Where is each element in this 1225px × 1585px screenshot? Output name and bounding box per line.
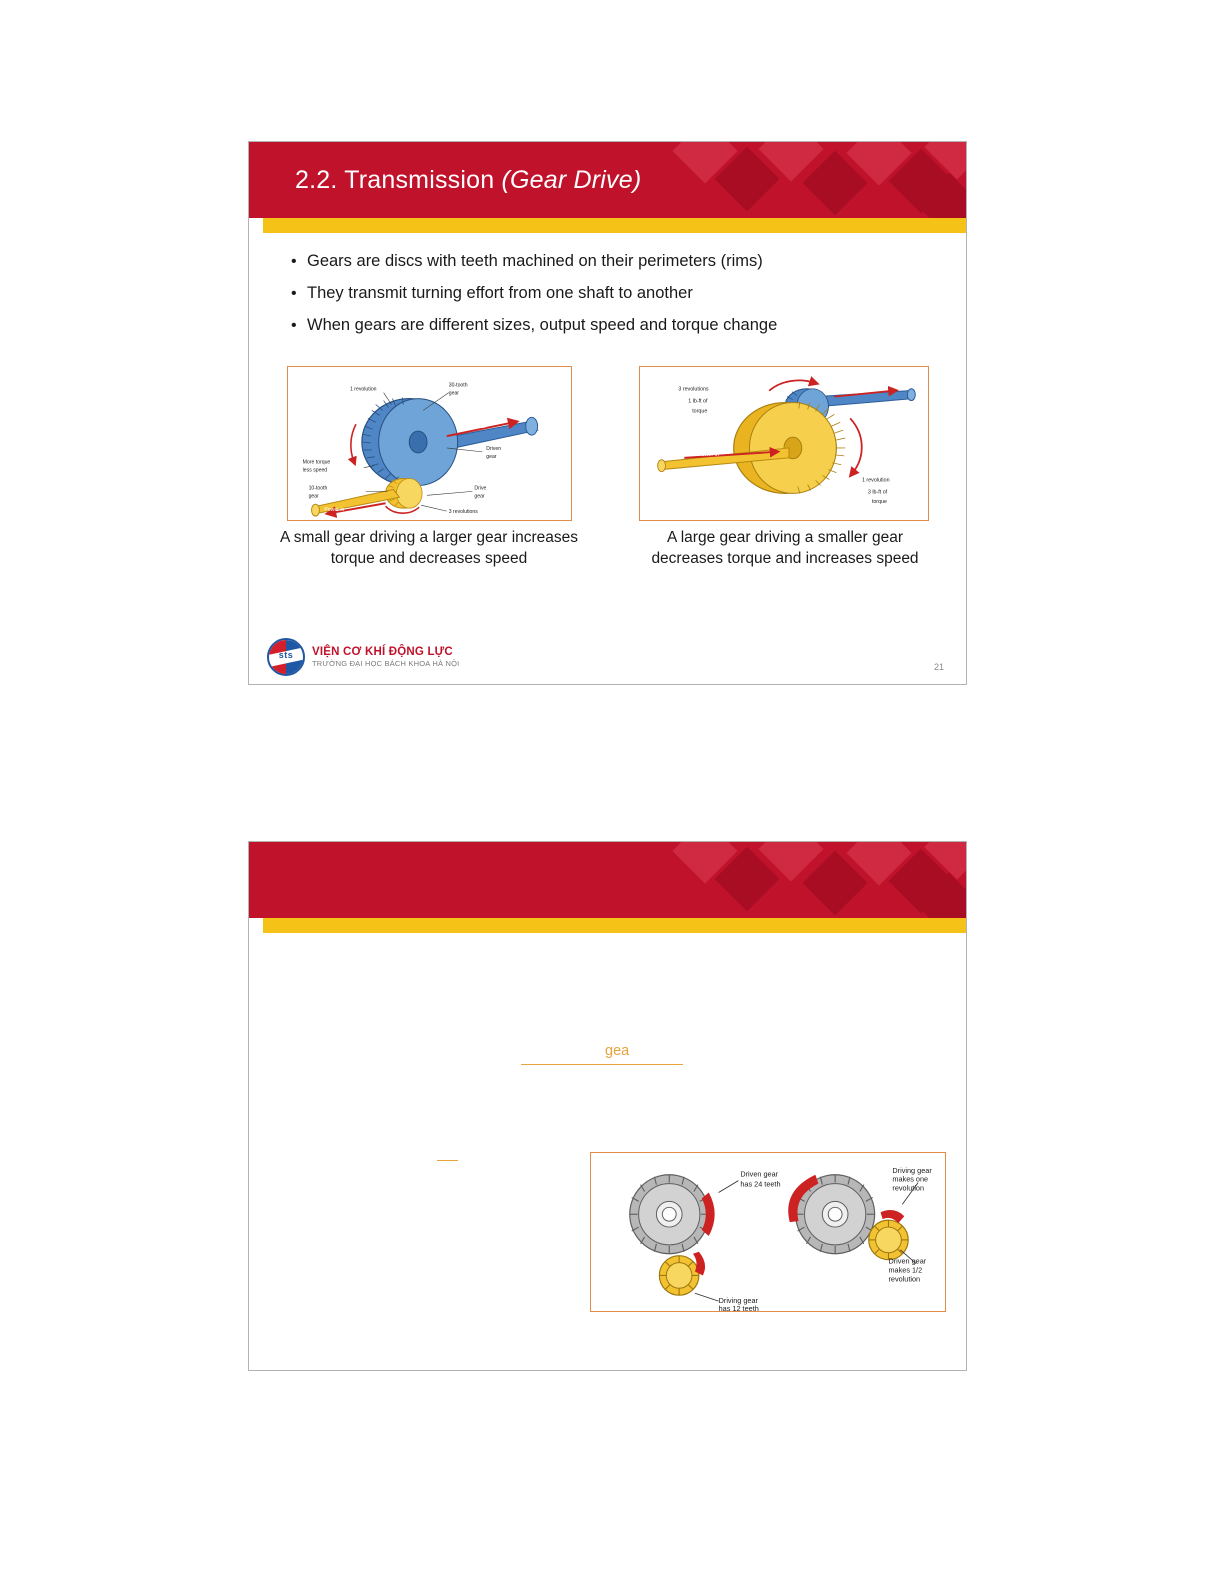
label-power-in: Power in [324, 507, 345, 514]
label-torque: torque [692, 408, 708, 415]
label-30-tooth: 30-tooth [448, 382, 468, 389]
bullet-marker-icon: • [291, 253, 297, 270]
label-driving-gear-one-rev-3: revolution [892, 1183, 925, 1193]
figure-small-drives-large [287, 366, 572, 521]
label-power-out: Power out [462, 424, 486, 431]
org-subtitle: TRƯỜNG ĐẠI HỌC BÁCH KHOA HÀ NỘI [312, 659, 460, 669]
label-driving-gear-12-2: has 12 teeth [718, 1304, 759, 1311]
gear-diagram-svg [640, 367, 928, 520]
label-power-out: Power out [852, 384, 877, 391]
label-one-revolution: 1 revolution [350, 386, 377, 393]
label-10-tooth-2: gear [308, 493, 319, 500]
label-drive: Drive [474, 485, 487, 492]
bullet-text: They transmit turning effort from one shaft to another [307, 283, 693, 302]
gear-ratio-diagram-svg [591, 1153, 945, 1311]
left-gear-assembly [630, 1170, 781, 1311]
bullet-marker-icon: • [291, 284, 297, 302]
label-more-torque: More torque [302, 459, 331, 466]
list-item [291, 250, 931, 274]
label-driven-gear-half-3: revolution [888, 1274, 921, 1284]
driven-gear-30-tooth [362, 398, 458, 486]
label-3-revolutions: 3 revolutions [448, 509, 478, 516]
bullet-marker-icon: • [291, 316, 297, 334]
caption-right: A large gear driving a smaller gear decreases torque and increases speed [651, 529, 919, 567]
slide-header-band [249, 842, 966, 918]
slide-gear-ratio-blank [248, 841, 967, 1371]
org-name: VIỆN CƠ KHÍ ĐỘNG LỰC [312, 645, 453, 658]
page-number: 21 [933, 662, 944, 672]
drive-gear-large [734, 402, 846, 494]
slide-header-band [249, 142, 966, 218]
fill-in-blank-short [437, 1159, 458, 1161]
label-driven-gear-half: Driven gear [888, 1256, 927, 1266]
label-driven-gear-24: Driven gear [740, 1169, 779, 1179]
partial-word-text: gea [605, 1043, 630, 1059]
bullet-text: Gears are discs with teeth machined on their perimeters (rims) [307, 252, 763, 270]
gold-bar-left-notch [249, 218, 263, 233]
slide-title [295, 166, 641, 195]
bullet-text: When gears are different sizes, output speed and torque change [307, 315, 778, 334]
label-3-lbft: 3 lb-ft of [867, 489, 888, 496]
slide-title-italic: (Gear Drive) [501, 166, 642, 194]
slide-title-main: 2.2. Transmission [295, 166, 502, 194]
label-driven-2: gear [486, 453, 497, 460]
label-driving-gear-12: Driving gear [718, 1296, 758, 1306]
label-torque-2: torque [871, 499, 887, 506]
label-power-in: Power in [698, 451, 719, 458]
figure-gear-ratio-pair [590, 1152, 946, 1312]
header-diamond-pattern [676, 842, 966, 918]
logo-badge-text: sts [278, 650, 294, 660]
label-30-tooth-2: gear [448, 390, 460, 397]
driven-shaft [817, 389, 916, 407]
gold-divider-bar [249, 218, 966, 233]
label-1-lbft: 1 lb-ft of [688, 398, 708, 405]
label-driven: Driven [486, 445, 502, 452]
header-diamond-pattern [676, 142, 966, 218]
bullet-list [291, 250, 931, 346]
university-logo-icon [267, 638, 305, 676]
right-gear-assembly [788, 1166, 932, 1284]
label-10-tooth: 10-tooth [308, 485, 328, 492]
label-1-revolution: 1 revolution [861, 477, 890, 484]
gear-diagram-svg [288, 367, 571, 520]
label-3-revolutions: 3 revolutions [678, 386, 709, 393]
slide-gear-drive [248, 141, 967, 685]
label-drive-2: gear [474, 493, 485, 500]
gold-divider-bar [249, 918, 966, 933]
label-less-speed: less speed [302, 467, 328, 474]
label-driven-gear-half-2: makes 1/2 [888, 1265, 923, 1275]
gold-bar-left-notch [249, 918, 263, 933]
list-item [291, 314, 931, 338]
label-driving-gear-one-rev: Driving gear [892, 1165, 932, 1175]
footer-logo [267, 638, 459, 676]
figure-large-drives-small [639, 366, 929, 521]
label-driven-gear-24-2: has 24 teeth [740, 1179, 781, 1189]
caption-left: A small gear driving a larger gear increases torque and decreases speed [279, 529, 579, 567]
label-driving-gear-one-rev-2: makes one [892, 1174, 929, 1184]
list-item [291, 282, 931, 306]
fill-in-blank-long [521, 1063, 683, 1065]
